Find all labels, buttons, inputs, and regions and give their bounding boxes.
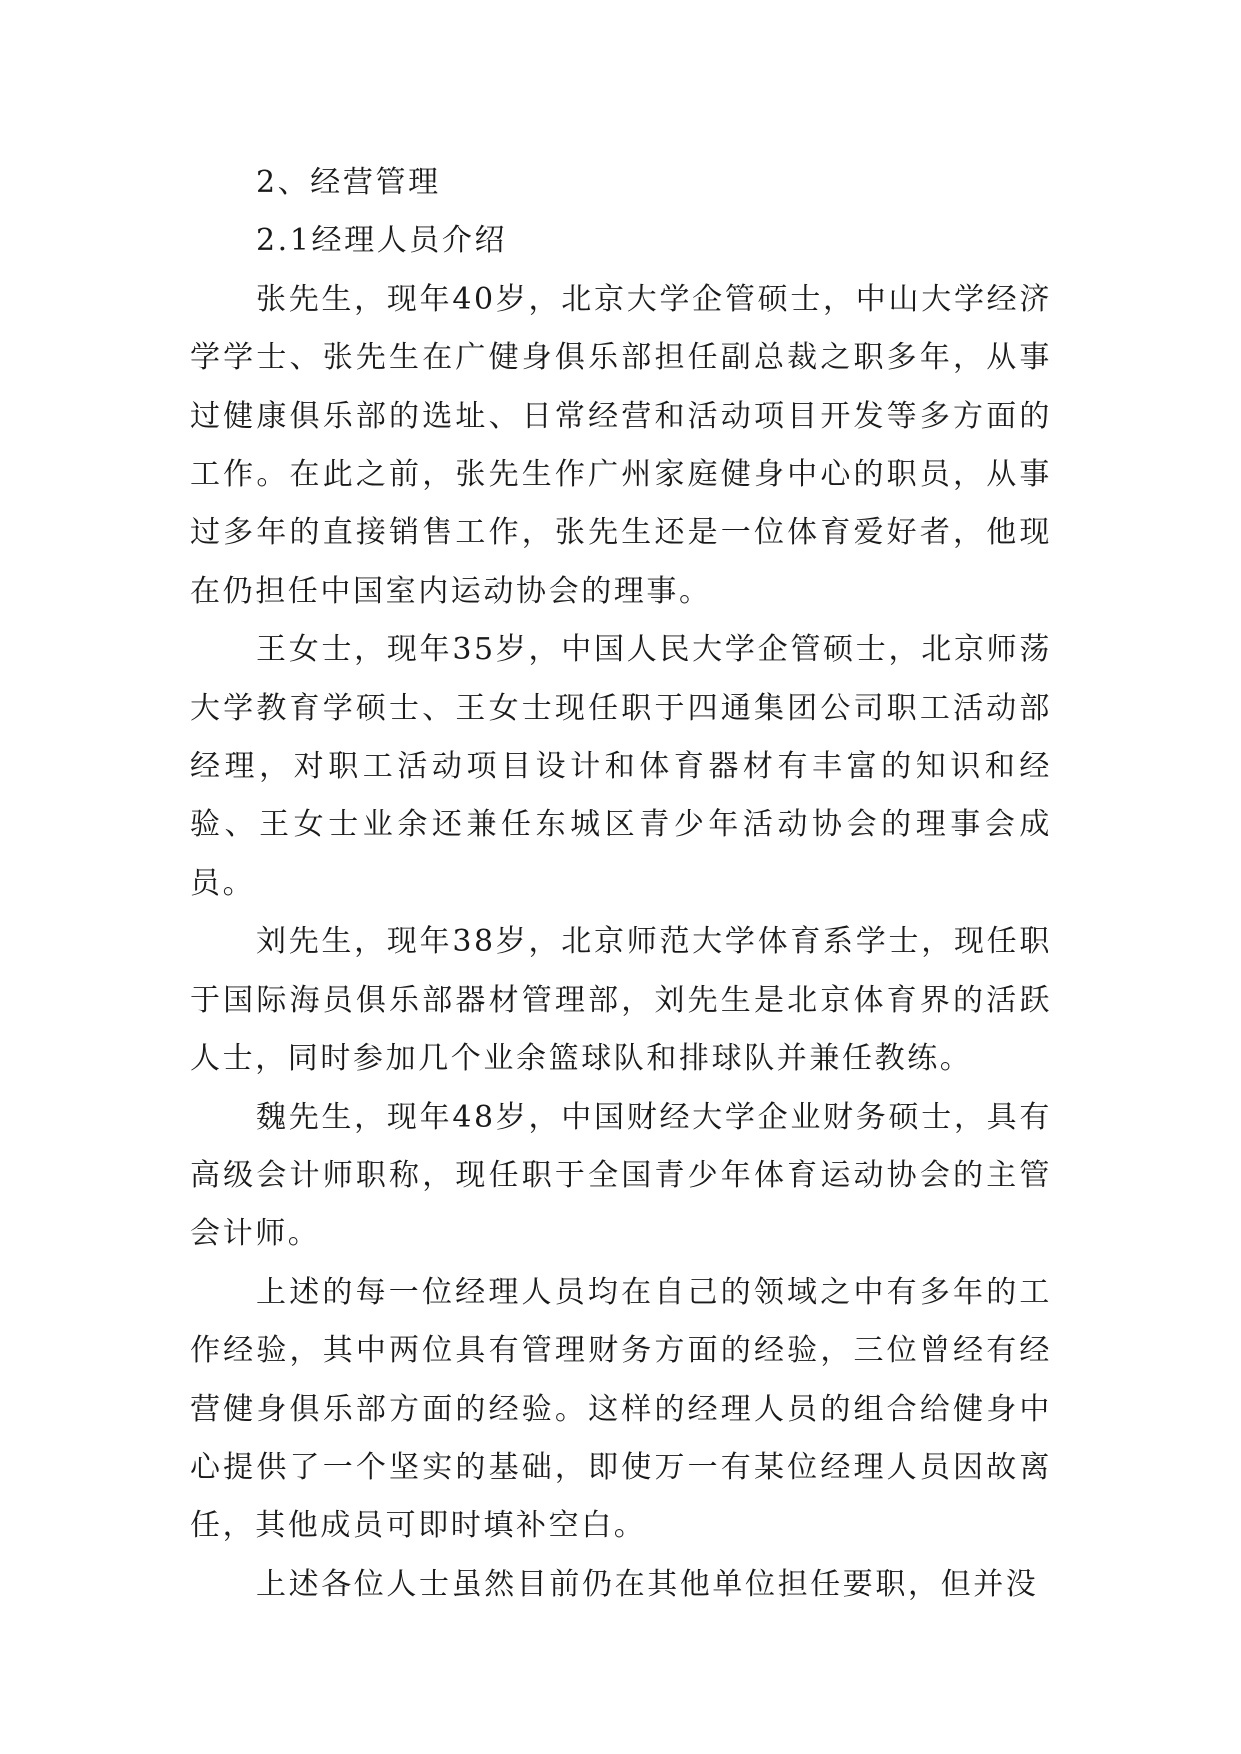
- paragraph-liu: 刘先生，现年38岁，北京师范大学体育系学士，现任职于国际海员俱乐部器材管理部，刘先生是北京体育界的活跃人士，同时参加几个业余篮球队和排球队并兼任教练。: [190, 924, 1052, 1077]
- paragraph-summary: 上述的每一位经理人员均在自己的领域之中有多年的工作经验，其中两位具有管理财务方面的经验，三位曾经有经营健身俱乐部方面的经验。这样的经理人员的组合给健身中心提供了一个坚实的基础，即使万一有某位经理人员因故离任，其他成员可即时填补空白。: [190, 1274, 1052, 1544]
- subsection-heading: 2.1经理人员介绍: [256, 223, 508, 259]
- paragraph-wang: 王女士，现年35岁，中国人民大学企管硕士，北京师荡大学教育学硕士、王女士现任职于四通集团公司职工活动部经理，对职工活动项目设计和体育器材有丰富的知识和经验、王女士业余还兼任东城区青少年活动协会的理事会成员。: [190, 632, 1052, 901]
- section-heading: 2、经营管理: [256, 165, 441, 200]
- paragraph-continued: 上述各位人士虽然目前仍在其他单位担任要职，但并没: [256, 1566, 1039, 1602]
- paragraph-wei: 魏先生，现年48岁，中国财经大学企业财务硕士，具有高级会计师职称，现任职于全国青少年体育运动协会的主管会计师。: [190, 1099, 1052, 1252]
- paragraph-zhang: 张先生，现年40岁，北京大学企管硕士，中山大学经济学学士、张先生在广健身俱乐部担任副总裁之职多年，从事过健康俱乐部的选址、日常经营和活动项目开发等多方面的工作。在此之前，张先生作广州家庭健身中心的职员，从事过多年的直接销售工作，张先生还是一位体育爱好者，他现在仍担任中国室内运动协会的理事。: [190, 281, 1052, 609]
- document-body: [190, 154, 1052, 1614]
